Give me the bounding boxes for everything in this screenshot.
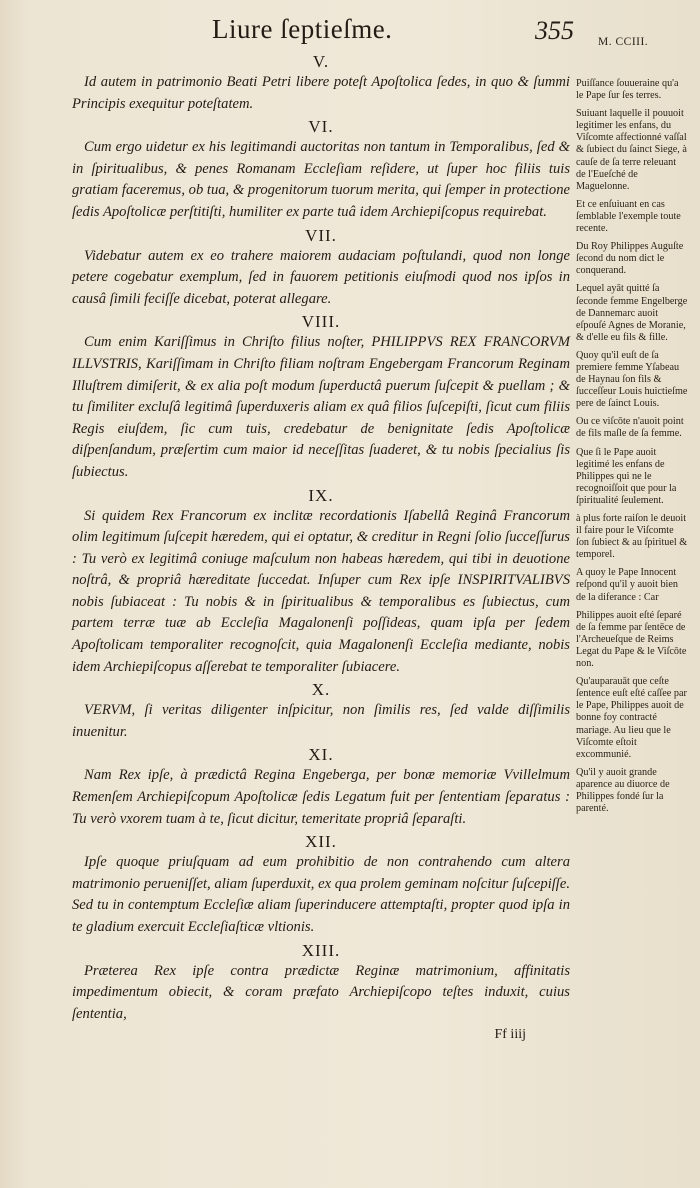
section-numeral: VI. [308,117,334,137]
section-numeral: X. [311,680,331,700]
marginal-note: Suiuant laquelle il pouuoit legitimer les enfans, du Viſcomte affectionné vaſſal & ſubiect du ſainct Siege, à cauſe de ſa terre releuant de l'Eueſché de Maguelonne. [576,108,687,192]
marginal-note: Du Roy Philippes Auguſte ſecond du nom dict le conquerand. [576,241,684,277]
marginal-note: Philippes auoit eſté ſeparé de ſa femme par ſentēce de l'Archeueſque de Reims Legat du Pape & le Viſcōte non. [576,609,687,670]
marginal-note: à plus forte raiſon le deuoit il faire pour le Viſcomte ſon ſubiect & au ſpirituel & temporel. [576,513,688,561]
marginal-note: Puiſſance ſouueraine qu'a le Pape ſur ſes terres. [576,78,679,102]
section-numeral: XI. [308,745,334,765]
section-numeral: XII. [305,832,337,852]
section-text: Id autem in patrimonio Beati Petri libere poteſt Apoſtolica ſedes, in quo & ſummi Principis exequitur poteſtatem. [72,74,570,112]
running-title: Liure ſeptieſme. [212,14,393,44]
section-text: Cum enim Kariſſimus in Chriſto filius noſter, PHILIPPVS REX FRANCORVM ILLVSTRIS, Kariſſimam in Chriſto filiam noſtram Engebergam Francorum Reginam Illuſtrem dimiſerit, & ex alia poſt modum ſuperductâ puerum ſuſcepit & puellam ; & tu ſimiliter excluſâ legitimâ ſuperduxeris aliam ex quâ filios ſuſcepiſti, ſicut cum filiis Regis eiuſdem, ſic cum tuis, credebatur de benignitate ſedis Apoſtolicæ diſpenſandum, præſertim cum maior id neceſſitas ſuaderet, & tu nobis ſpecialius ſis ſubiectus. [72,334,570,480]
marginal-notes [576,78,688,821]
marginal-note: Qu'auparauāt que ceſte ſentence euſt eſté caſſee par le Pape, Philippes auoit de bonne foy contracté mariage. Au lieu que le Viſcomte eſtoit excommunié. [576,676,687,760]
folio-mark: M. CCIII. [598,36,649,48]
marginal-note: Et ce enſuiuant en cas ſemblable l'exemple toute recente. [576,198,681,235]
marginal-note: Que ſi le Pape auoit legitimé les enfans de Philippes qui ne le recognoiſſoit que pour la ſpiritualité ſeulement. [576,446,677,506]
marginal-note: Qu'il y auoit grande aparence au diuorce de Philippes fondé ſur la parenté. [576,766,670,815]
main-text [72,52,570,1043]
catchword: Ff iiij [494,1027,526,1043]
section-text: Præterea Rex ipſe contra prædictæ Reginæ matrimonium, affinitatis impedimentum obiecit, & coram præfato Archiepiſcopo teſtes induxit, cuius ſententia, [72,962,570,1022]
section-numeral: XIII. [301,940,341,960]
section-numeral: VIII. [301,312,341,332]
marginal-note: Ou ce viſcōte n'auoit point de fils maſle de ſa femme. [576,416,684,440]
section-text: Si quidem Rex Francorum ex inclitæ recordationis Iſabellâ Reginâ Francorum olim legitimum ſuſcepit hæredem, qui ei optatur, & creditur in Regni ſolio ſucceſſurus : Tu verò ex legitimâ coniuge maſculum non habeas hæredem, qui tibi in deuotione noſtrâ, & propriâ hæreditate ſuccedat. Inſuper cum Rex ipſe INSPIRITVALIBVS nobis ſubiaceat : Tu nobis & in ſpiritualibus & temporalibus es ſubiectus, cum partem terræ tuæ ab Eccleſia Magalonenſi poſſideas, quam ipſa per ſedem Apoſtolicam temporaliter recognoſcit, quia Magalonenſi Eccleſia mediante, nobis idem Archiepiſcopus aſſerebat te temporaliter ſubiacere. [72,507,570,675]
section-text: Videbatur autem ex eo trahere maiorem audaciam poſtulandi, quod non longe petere cogebatur exemplum, ſed in fauorem petitionis eiuſmodi quod nos ipſos in causâ ſimili feciſſe dicebat, poterat allegare. [72,247,570,307]
section-text: Nam Rex ipſe, à prædictâ Regina Engeberga, per bonæ memoriæ Vvillelmum Remenſem Archiepiſcopum Apoſtolicæ ſedis Legatum fuit per ſententiam ſeparatus : Tu verò vxorem tuam à te, ſicut dicitur, temeritate propriâ ſeparaſti. [72,767,570,827]
page-number: 355 [535,16,574,45]
marginal-note: Lequel ayāt quitté ſa ſeconde femme Engelberge de Dannemarc auoit eſpouſé Agnes de Moranie, & d'elle eu fils & fille. [576,283,688,343]
section-numeral: VII. [305,225,337,245]
marginal-note: Quoy qu'il euſt de ſa premiere femme Yſabeau de Haynau ſon fils & ſucceſſeur Louis huictieſme pere de ſainct Louis. [576,349,688,410]
section-numeral: IX. [308,485,334,505]
marginal-note: A quoy le Pape Innocent reſpond qu'il y auoit bien de la diferance : Car [576,567,678,603]
section-numeral: V. [312,52,330,71]
section-text: Ipſe quoque priuſquam ad eum prohibitio de non contrahendo cum altera matrimonio perueniſſet, aliam ſuperduxit, ex qua prolem geminam noſcitur ſuſcepiſſe. Sed tu in contemptum Eccleſiæ aliam ſuperinducere attemptaſti, propter quod ipſa in te gladium exercuit Eccleſiaſticæ vltionis. [72,854,570,935]
section-text: VERVM, ſi veritas diligenter inſpicitur, non ſimilis res, ſed valde diſſimilis inuenitur. [72,702,570,740]
section-text: Cum ergo uidetur ex his legitimandi auctoritas non tantum in Temporalibus, ſed & in ſpiritualibus, & penes Romanam Eccleſiam reſidere, ut ſuper hoc filiis tuis gratiam faceremus, ob tua, & progenitorum tuorum merita, qui ſemper in protectione ſedis Apoſtolicæ perſtitiſti, humiliter ex parte tuâ idem Archiepiſcopus requirebat. [72,139,570,220]
